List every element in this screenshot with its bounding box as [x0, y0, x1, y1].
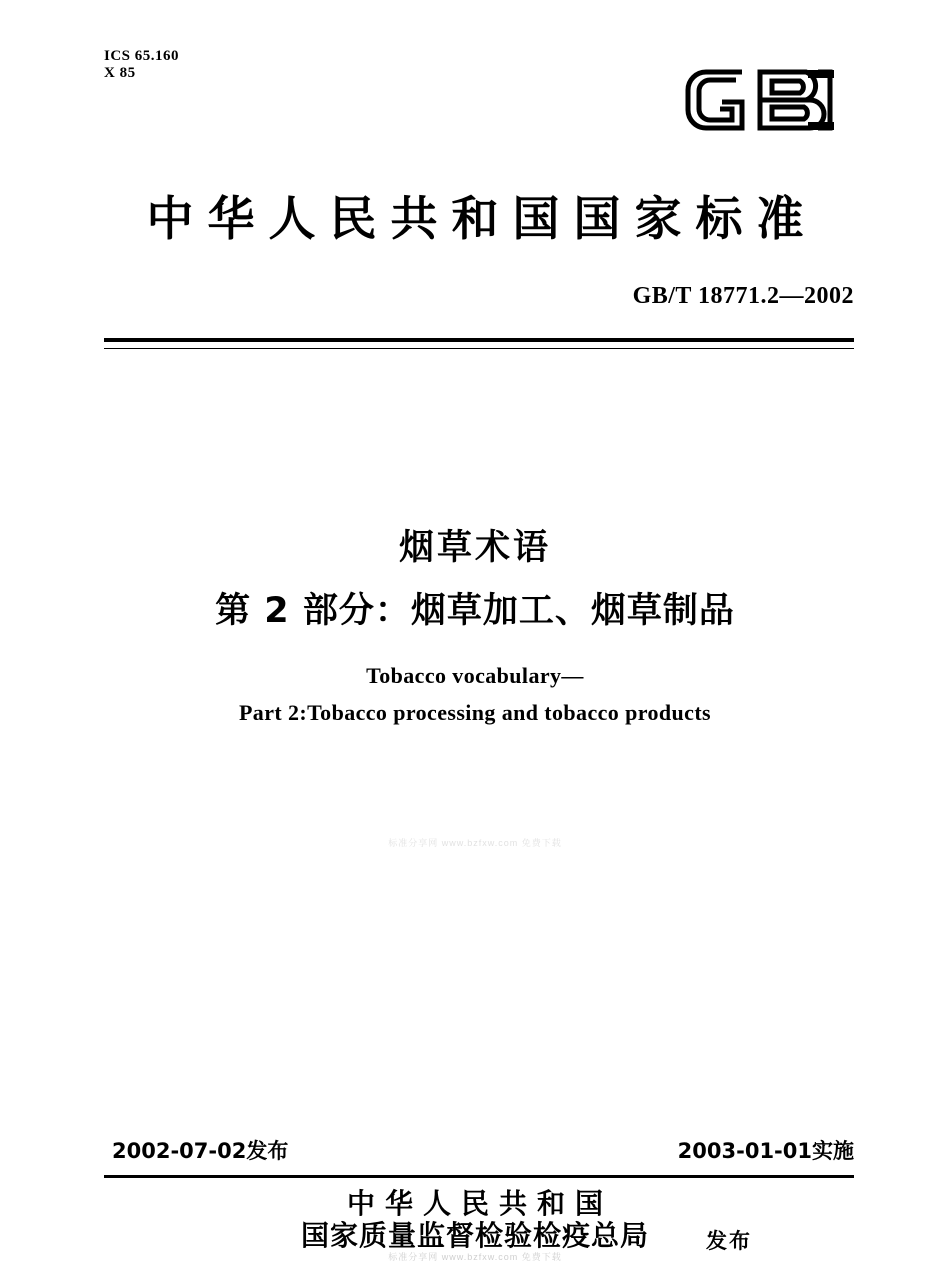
ics-code: ICS 65.160	[104, 48, 180, 64]
ics-classification-block	[104, 48, 179, 83]
document-title-en-line2: Part 2:Tobacco processing and tobacco products	[238, 700, 712, 725]
document-title-en-line1: Tobacco vocabulary—	[366, 663, 584, 688]
issuer-block	[0, 1188, 950, 1252]
standard-number: GB/T 18771.2—2002	[632, 283, 854, 309]
issuer-line-1: 中华人民共和国	[346, 1187, 613, 1220]
issuer-line-2: 国家质量监督检验检疫总局	[300, 1219, 649, 1253]
issuer-publish-label: 发布	[706, 1229, 752, 1253]
gb-logo-icon	[680, 52, 850, 148]
issue-date-label: 发布	[246, 1139, 289, 1163]
ccs-code: X 85	[104, 65, 136, 82]
watermark-bottom: 标准分享网 www.bzfxw.com 免费下载	[388, 1252, 562, 1262]
document-title-cn-line1: 烟草术语	[398, 528, 551, 568]
document-title-cn-line2: 第 2 部分：烟草加工、烟草制品	[215, 591, 735, 631]
footer-rule	[104, 1175, 854, 1178]
watermark-middle: 标准分享网 www.bzfxw.com 免费下载	[388, 838, 562, 848]
effective-date-block	[678, 1135, 854, 1165]
effective-date: 2003-01-01	[677, 1139, 812, 1163]
header-rule-thin	[104, 348, 854, 349]
header-rule-thick	[104, 338, 854, 342]
issue-date-block	[112, 1135, 288, 1165]
issue-date: 2002-07-02	[112, 1139, 247, 1163]
effective-date-label: 实施	[812, 1139, 854, 1163]
national-standard-title: 中华人民共和国国家标准	[146, 192, 818, 247]
